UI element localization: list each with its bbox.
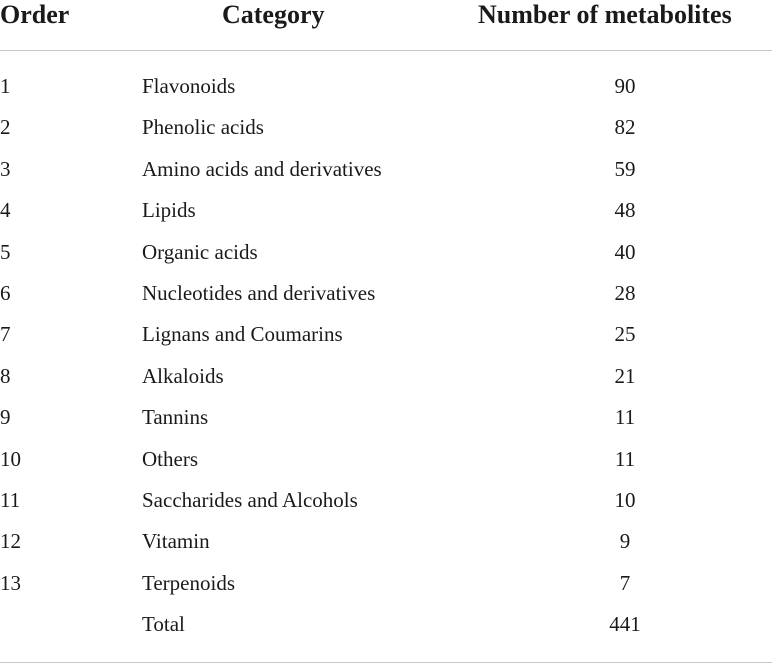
cell-order: 8: [0, 363, 11, 388]
table-header: [0, 0, 772, 50]
cell-category-total: Total: [142, 612, 185, 637]
cell-order: 11: [0, 487, 21, 512]
cell-number: 48: [614, 198, 636, 223]
cell-category: Flavonoids: [142, 74, 236, 98]
table-row: [0, 397, 772, 438]
cell-category: Terpenoids: [142, 570, 236, 595]
cell-category: Organic acids: [142, 239, 258, 264]
cell-number: 7: [619, 570, 631, 595]
cell-category: Amino acids and derivatives: [142, 156, 382, 181]
cell-category: Vitamin: [142, 529, 210, 554]
cell-category: Saccharides and Alcohols: [142, 487, 358, 512]
cell-order: 2: [0, 115, 11, 140]
cell-number: 59: [614, 156, 636, 181]
cell-order: 10: [0, 446, 21, 471]
cell-order: 6: [0, 280, 11, 305]
table-row: [0, 149, 772, 190]
table-row: [0, 480, 772, 521]
cell-number: 25: [614, 322, 636, 347]
cell-category: Phenolic acids: [142, 115, 264, 140]
table-row: [0, 521, 772, 562]
cell-number: 10: [614, 487, 636, 512]
cell-number: 11: [614, 405, 636, 430]
table-row: [0, 190, 772, 231]
cell-order: 9: [0, 405, 11, 430]
cell-category: Alkaloids: [142, 363, 224, 388]
cell-number: 40: [614, 239, 636, 264]
table-row: [0, 356, 772, 397]
header-number-of-metabolites: Number of metabolites: [478, 0, 732, 29]
cell-order: 5: [0, 239, 11, 264]
table-row: [0, 439, 772, 480]
cell-order: 12: [0, 529, 21, 554]
table-row: [0, 273, 772, 314]
table-row: [0, 107, 772, 148]
cell-order: 4: [0, 198, 11, 223]
table-row-total: [0, 604, 772, 645]
cell-number: 82: [614, 115, 636, 140]
table-row: [0, 66, 772, 107]
cell-category: Tannins: [142, 405, 209, 430]
cell-number-total: 441: [609, 612, 641, 637]
table-body: [0, 66, 772, 645]
cell-category: Others: [142, 446, 198, 471]
cell-number: 11: [614, 446, 636, 471]
cell-number: 9: [619, 529, 631, 554]
table-row: [0, 232, 772, 273]
header-order: Order: [0, 0, 70, 29]
cell-category: Lignans and Coumarins: [142, 322, 343, 347]
cell-number: 28: [614, 280, 636, 305]
table-row: [0, 563, 772, 604]
table-bottom-divider: [0, 662, 772, 663]
cell-order: 13: [0, 570, 21, 595]
cell-category: Lipids: [142, 198, 196, 223]
cell-number: 90: [614, 74, 636, 98]
cell-number: 21: [614, 363, 636, 388]
cell-order: 7: [0, 322, 11, 347]
header-divider: [0, 50, 772, 51]
cell-category: Nucleotides and derivatives: [142, 280, 376, 305]
cell-order: 3: [0, 156, 11, 181]
header-category: Category: [222, 0, 325, 29]
table-row: [0, 314, 772, 355]
cell-order: 1: [0, 74, 11, 98]
